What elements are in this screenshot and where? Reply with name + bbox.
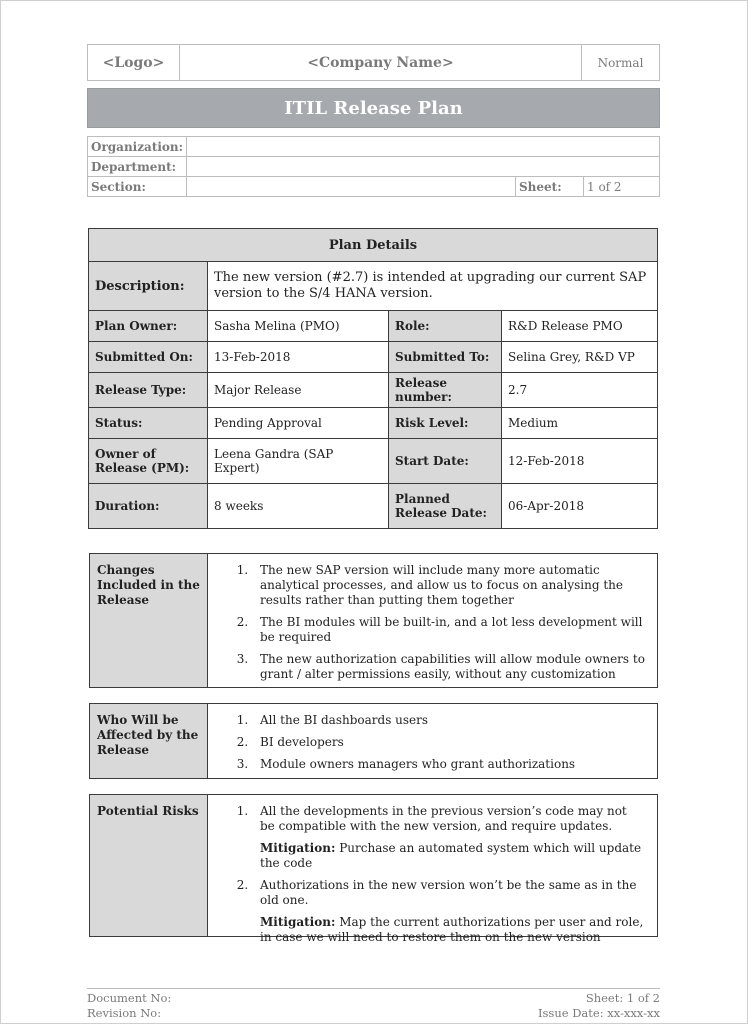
status-value: Pending Approval xyxy=(208,408,389,439)
department-label: Department: xyxy=(88,157,187,177)
department-value[interactable] xyxy=(187,157,660,177)
company-name: <Company Name> xyxy=(180,45,582,81)
plan-owner-value: Sasha Melina (PMO) xyxy=(208,311,389,342)
duration-label: Duration: xyxy=(89,484,208,529)
risk-level-value: Medium xyxy=(502,408,658,439)
footer-sheet: Sheet: 1 of 2 xyxy=(585,991,660,1005)
footer-issue-date: Issue Date: xx-xxx-xx xyxy=(537,1006,660,1020)
release-type-value: Major Release xyxy=(208,373,389,408)
mitigation xyxy=(260,841,645,871)
affected-label: Who Will be Affected by the Release xyxy=(90,704,208,778)
submitted-on-value: 13-Feb-2018 xyxy=(208,342,389,373)
release-number-value: 2.7 xyxy=(502,373,658,408)
risks-label: Potential Risks xyxy=(90,795,208,936)
plan-details-table xyxy=(88,228,658,529)
risks-list xyxy=(216,804,645,945)
mitigation-text: Map the current authorizations per user and role, in case we will need to restore them on the new version xyxy=(260,915,644,944)
list-item: 3. The new authorization capabilities will allow module owners to grant / alter permissions easily, without any customization xyxy=(252,652,645,682)
mitigation-label: Mitigation: xyxy=(260,915,336,929)
list-item: 2. The BI modules will be built-in, and a lot less development will be required xyxy=(252,615,645,645)
description-value: The new version (#2.7) is intended at upgrading our current SAP version to the S/4 HANA version. xyxy=(208,262,658,311)
section-label: Section: xyxy=(88,177,187,197)
release-number-label: Release number: xyxy=(389,373,502,408)
list-item xyxy=(252,878,645,945)
risk-text: 1. All the developments in the previous version’s code may not be compatible with the new version, and require updates. xyxy=(260,804,627,833)
role-label: Role: xyxy=(389,311,502,342)
org-info-table xyxy=(87,136,660,197)
classification-label: Normal xyxy=(582,45,660,81)
submitted-to-value: Selina Grey, R&D VP xyxy=(502,342,658,373)
list-item: 1. All the BI dashboards users xyxy=(252,713,645,728)
changes-label: Changes Included in the Release xyxy=(90,554,208,687)
logo-placeholder: <Logo> xyxy=(88,45,180,81)
role-value: R&D Release PMO xyxy=(502,311,658,342)
plan-owner-label: Plan Owner: xyxy=(89,311,208,342)
changes-section xyxy=(89,553,658,688)
mitigation xyxy=(260,915,645,945)
organization-value[interactable] xyxy=(187,137,660,157)
mitigation-text: Purchase an automated system which will update the code xyxy=(260,841,642,870)
list-item: 2. BI developers xyxy=(252,735,645,750)
affected-section xyxy=(89,703,658,779)
risk-text: 2. Authorizations in the new version won’t be the same as in the old one. xyxy=(260,878,637,907)
submitted-on-label: Submitted On: xyxy=(89,342,208,373)
planned-release-date-label: Planned Release Date: xyxy=(389,484,502,529)
section-value[interactable] xyxy=(187,177,516,197)
start-date-value: 12-Feb-2018 xyxy=(502,439,658,484)
document-header xyxy=(87,44,660,81)
list-item: 3. Module owners managers who grant authorizations xyxy=(252,757,645,772)
duration-value: 8 weeks xyxy=(208,484,389,529)
changes-list xyxy=(216,563,645,682)
release-type-label: Release Type: xyxy=(89,373,208,408)
status-label: Status: xyxy=(89,408,208,439)
plan-details-heading: Plan Details xyxy=(89,229,658,262)
sheet-label: Sheet: xyxy=(516,177,584,197)
document-footer xyxy=(87,988,660,1021)
list-item xyxy=(252,804,645,871)
description-label: Description: xyxy=(89,262,208,311)
sheet-value: 1 of 2 xyxy=(584,177,660,197)
revision-number-label: Revision No: xyxy=(87,1006,162,1020)
organization-label: Organization: xyxy=(88,137,187,157)
affected-list xyxy=(216,713,645,772)
mitigation-label: Mitigation: xyxy=(260,841,336,855)
list-item: 1. The new SAP version will include many more automatic analytical processes, and allow us to focus on analysing the results rather than putting them together xyxy=(252,563,645,608)
submitted-to-label: Submitted To: xyxy=(389,342,502,373)
owner-of-release-value: Leena Gandra (SAP Expert) xyxy=(208,439,389,484)
start-date-label: Start Date: xyxy=(389,439,502,484)
risks-section xyxy=(89,794,658,944)
risk-level-label: Risk Level: xyxy=(389,408,502,439)
document-number-label: Document No: xyxy=(87,991,172,1005)
planned-release-date-value: 06-Apr-2018 xyxy=(502,484,658,529)
page-title: ITIL Release Plan xyxy=(87,88,660,128)
owner-of-release-label: Owner of Release (PM): xyxy=(89,439,208,484)
